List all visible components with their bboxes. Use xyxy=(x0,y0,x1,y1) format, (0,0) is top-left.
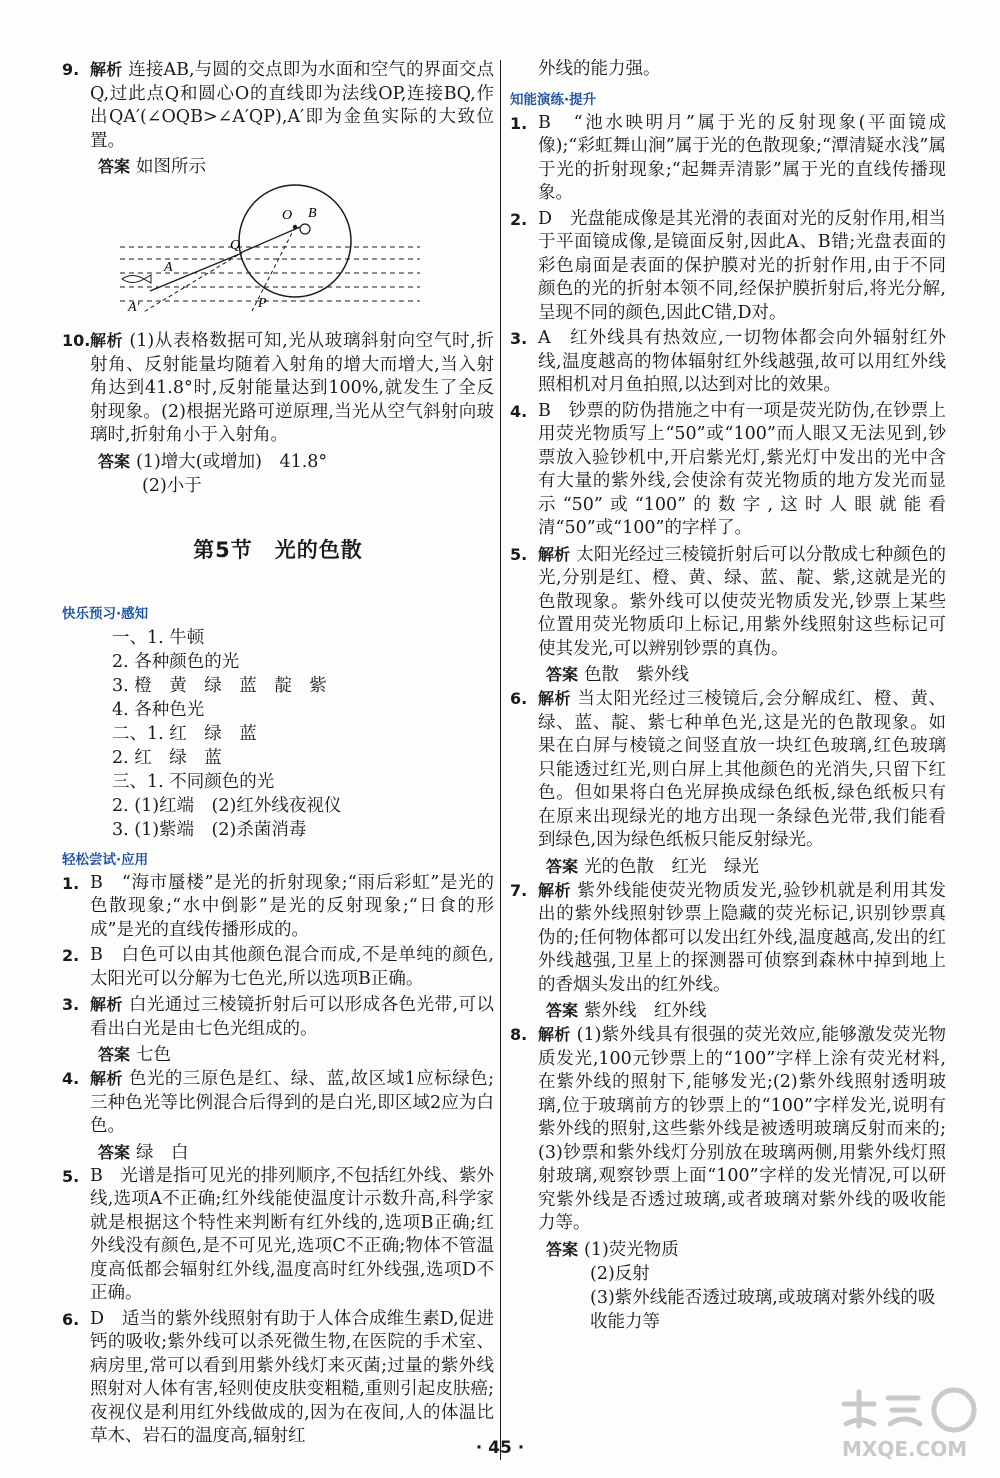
section-title: 第5节 光的色散 xyxy=(193,537,363,562)
analysis-text: 太阳光经过三棱镜折射后可以分散成七种颜色的光,分别是红、橙、黄、绿、蓝、靛、紫,这就是光的色散现象。紫外线可以使荧光物质发光,钞票上某些位置用荧光物质印上标记,用紫外线照射这些标记可使其发光,可以辨别钞票的真伪。 xyxy=(538,544,946,659)
question-text: B “海市蜃楼”是光的折射现象;“雨后彩虹”是光的色散现象;“水中倒影”是光的反射现象;“日食的形成”是光的直线传播形成的。 xyxy=(90,872,494,940)
question-number: 5. xyxy=(62,1166,80,1186)
page-number: · 45 · xyxy=(475,1438,525,1458)
label-o: O xyxy=(282,208,293,223)
right-column xyxy=(510,58,946,1334)
drill-question-2 xyxy=(510,208,946,326)
drill-answer-6 xyxy=(510,855,946,879)
try-heading: 轻松尝试·应用 xyxy=(62,851,149,868)
question-9 xyxy=(62,58,494,153)
analysis-label: 解析 xyxy=(538,544,571,564)
answer-text: 绿 白 xyxy=(136,1142,189,1163)
question-number: 3. xyxy=(62,995,80,1014)
label-a-prime: A′ xyxy=(128,300,140,315)
drill-question-4 xyxy=(510,400,946,541)
question-number: 3. xyxy=(510,329,528,348)
drill-question-6 xyxy=(510,687,946,853)
question-text: B 钞票的防伪措施之中有一项是荧光防伪,在钞票上用荧光物质写上“50”或“100”而人眼又无法见到,钞票放入验钞机中,开启紫光灯,紫光灯中发出的光中含有大量的紫外线,会使涂有荧光物质的地方发光而显示“50”或“100”的数字,这时人眼就能看清“50”或“100”的字样了。 xyxy=(538,400,946,538)
answer-text: (1)增大(或增加) 41.8° xyxy=(136,451,328,472)
analysis-text: 紫外线能使荧光物质发光,验钞机就是利用其发出的紫外线照射钞票上隐藏的荧光标记,识别钞票真伪的;任何物体都可以发出红外线,温度越高,发出的红外线越强,卫星上的探测器可侦察到森林中掉到地上的香烟头发出的红外线。 xyxy=(538,880,946,995)
answer-label: 答案 xyxy=(98,157,131,176)
answer-label: 答案 xyxy=(546,665,579,684)
try-question-4 xyxy=(62,1067,494,1139)
drill-question-5 xyxy=(510,543,946,662)
analysis-label: 解析 xyxy=(538,1025,571,1044)
preview-line: 3. 橙 黄 绿 蓝 靛 紫 xyxy=(112,675,327,696)
drill-answer-7 xyxy=(510,999,946,1023)
question-number: 8. xyxy=(510,1025,528,1044)
drill-heading: 知能演练·提升 xyxy=(510,91,597,108)
question-number: 2. xyxy=(62,946,80,965)
question-text: D 适当的紫外线照射有助于人体合成维生素D,促进钙的吸收;紫外线可以杀死微生物,在医院的手术室、病房里,常可以看到用紫外线灯来灭菌;过量的紫外线照射对人体有害,轻则使皮肤变粗糙,重则引起皮肤癌;夜视仪是利用红外线做成的,因为在夜间,人的体温比草木、岩石的温度高,辐射红 xyxy=(90,1308,494,1446)
analysis-text: 色光的三原色是红、绿、蓝,故区域1应标绿色;三种色光等比例混合后得到的是白光,即区域2应为白色。 xyxy=(90,1069,494,1136)
answer-text: 紫外线 红外线 xyxy=(584,1001,707,1021)
drill-question-7 xyxy=(510,879,946,998)
analysis-label: 解析 xyxy=(90,331,124,350)
answer-text: 色散 紫外线 xyxy=(584,665,690,685)
try-question-1 xyxy=(62,872,494,943)
answer-label: 答案 xyxy=(546,856,579,876)
answer-text: 七色 xyxy=(136,1045,172,1065)
question-number: 6. xyxy=(510,689,528,708)
preview-line: 2. 红 绿 蓝 xyxy=(112,747,222,768)
question-number: 2. xyxy=(510,209,528,229)
drill-answer-5 xyxy=(510,663,946,687)
answer-label: 答案 xyxy=(98,1142,131,1162)
analysis-label: 解析 xyxy=(90,60,123,79)
answer-label: 答案 xyxy=(546,1001,579,1020)
analysis-label: 解析 xyxy=(538,689,572,708)
preview-line: 4. 各种色光 xyxy=(112,699,205,720)
analysis-text: (1)紫外线具有很强的荧光效应,能够激发荧光物质发光,100元钞票上的“100”字样上涂有荧光材料,在紫外线的照射下,能够发光;(2)紫外线照射透明玻璃,位于玻璃前方的钞票上的“100”字样发光,说明有紫外线的照射,这些紫外线是被透明玻璃反射而来的;(3)钞票和紫外线灯分别放在玻璃两侧,用紫外线灯照射玻璃,观察钞票上面“100”字样的发光情况,可以研究紫外线是否透过玻璃,或者玻璃对紫外线的吸收能力等。 xyxy=(538,1025,946,1233)
preview-heading: 快乐预习·感知 xyxy=(62,605,149,622)
answer-label: 答案 xyxy=(98,451,131,471)
answer-label: 答案 xyxy=(98,1045,131,1064)
label-a: A xyxy=(164,260,173,275)
question-number: 4. xyxy=(62,1069,80,1088)
preview-line: 3. (1)紫端 (2)杀菌消毒 xyxy=(112,819,307,840)
analysis-text: 连接AB,与圆的交点即为水面和空气的界面交点Q,过此点Q和圆心O的直线即为法线OP,连接BQ,作出QA′(∠OQB>∠A′QP),A′即为金鱼实际的大致位置。 xyxy=(90,60,494,151)
try-question-3 xyxy=(62,993,494,1041)
analysis-label: 解析 xyxy=(90,1069,123,1088)
try-answer-3 xyxy=(62,1043,494,1067)
answer-10 xyxy=(62,450,494,474)
question-number: 4. xyxy=(510,401,528,421)
analysis-text: (1)从表格数据可知,光从玻璃斜射向空气时,折射角、反射能量均随着入射角的增大而增大,当入射角达到41.8°时,反射能量达到100%,就发生了全反射现象。(2)根据光路可逆原理,当光从空气斜射向玻璃时,折射角小于入射角。 xyxy=(90,331,494,445)
answer-text: (1)荧光物质 xyxy=(584,1239,679,1260)
answer-text: 光的色散 红光 绿光 xyxy=(584,856,760,877)
label-b: B xyxy=(308,206,317,221)
continued-text: 外线的能力强。 xyxy=(538,59,661,79)
question-number: 5. xyxy=(510,544,528,564)
question-number: 7. xyxy=(510,880,528,900)
preview-line: 三、1. 不同颜色的光 xyxy=(112,771,275,792)
column-divider xyxy=(500,60,501,1460)
drill-question-8 xyxy=(510,1023,946,1236)
label-p: P xyxy=(258,296,267,311)
preview-line: 一、1. 牛顿 xyxy=(112,627,205,648)
try-question-6 xyxy=(62,1308,494,1449)
try-question-5 xyxy=(62,1165,494,1306)
drill-answer-8 xyxy=(510,1238,946,1262)
analysis-text: 白光通过三棱镜折射后可以形成各色光带,可以看出白光是由七色光组成的。 xyxy=(90,995,494,1039)
drill-question-1 xyxy=(510,112,946,206)
question-text: B 光谱是指可见光的排列顺序,不包括红外线、紫外线,选项A不正确;红外线能使温度计示数升高,科学家就是根据这个特性来判断有红外线的,选项B正确;红外线没有颜色,是不可见光,选项C不正确;物体不管温度高低都会辐射红外线,温度高时红外线强,选项D不正确。 xyxy=(90,1165,494,1303)
watermark-logo xyxy=(836,1384,986,1464)
try-question-2 xyxy=(62,944,494,991)
answer-label: 答案 xyxy=(546,1239,579,1259)
answer-9 xyxy=(62,155,494,179)
preview-line: 2. (1)红端 (2)红外线夜视仪 xyxy=(112,795,342,816)
drill-answer-8-part-2: (2)反射 xyxy=(590,1263,650,1284)
answer-10-part-2: (2)小于 xyxy=(142,475,202,496)
question-number: 1. xyxy=(510,113,528,133)
label-q: Q xyxy=(230,238,241,253)
try-answer-4 xyxy=(62,1141,494,1165)
analysis-label: 解析 xyxy=(90,995,123,1014)
question-text: B 白色可以由其他颜色混合而成,不是单纯的颜色,太阳光可以分解为七色光,所以选项B正确。 xyxy=(90,945,494,989)
drill-answer-8-part-3: (3)紫外线能否透过玻璃,或玻璃对紫外线的吸收能力等 xyxy=(590,1287,936,1332)
drill-question-3 xyxy=(510,327,946,398)
question-text: D 光盘能成像是其光滑的表面对光的反射作用,相当于平面镜成像,是镜面反射,因此A、B错;光盘表面的彩色扇面是表面的保护膜对光的折射作用,由于不同颜色的光的折射本领不同,经保护膜折射后,将光分解,呈现不同的颜色,因此C错,D对。 xyxy=(538,208,946,323)
preview-line: 2. 各种颜色的光 xyxy=(112,651,240,672)
question-text: B “池水映明月”属于光的反射现象(平面镜成像);“彩虹舞山涧”属于光的色散现象;“潭清疑水浅”属于光的折射现象;“起舞弄清影”属于光的直线传播现象。 xyxy=(538,112,946,203)
left-column xyxy=(62,58,494,1451)
question-number: 9. xyxy=(62,60,80,79)
question-number: 1. xyxy=(62,873,80,893)
question-10 xyxy=(62,329,494,448)
answer-text: 如图所示 xyxy=(136,157,207,177)
question-text: A 红外线具有热效应,一切物体都会向外辐射红外线,温度越高的物体辐射红外线越强,故可以用红外线照相机对月鱼拍照,以达到对比的效果。 xyxy=(538,328,946,395)
preview-line: 二、1. 红 绿 蓝 xyxy=(112,723,257,744)
refraction-diagram xyxy=(120,183,420,323)
analysis-label: 解析 xyxy=(538,880,572,900)
analysis-text: 当太阳光经过三棱镜后,会分解成红、橙、黄、绿、蓝、靛、紫七种单色光,这是光的色散现象。如果在白屏与棱镜之间竖直放一块红色玻璃,红色玻璃只能透过红光,则白屏上其他颜色的光消失,只留下红色。但如果将白色光屏换成绿色纸板,绿色纸板只有在原来出现绿光的地方出现一条绿色光带,我们能看到绿色,因为绿色纸板只能反射绿光。 xyxy=(538,689,946,850)
question-number: 6. xyxy=(62,1309,80,1329)
svg-text:MXQE.COM: MXQE.COM xyxy=(842,1437,968,1461)
question-number: 10. xyxy=(62,331,91,350)
